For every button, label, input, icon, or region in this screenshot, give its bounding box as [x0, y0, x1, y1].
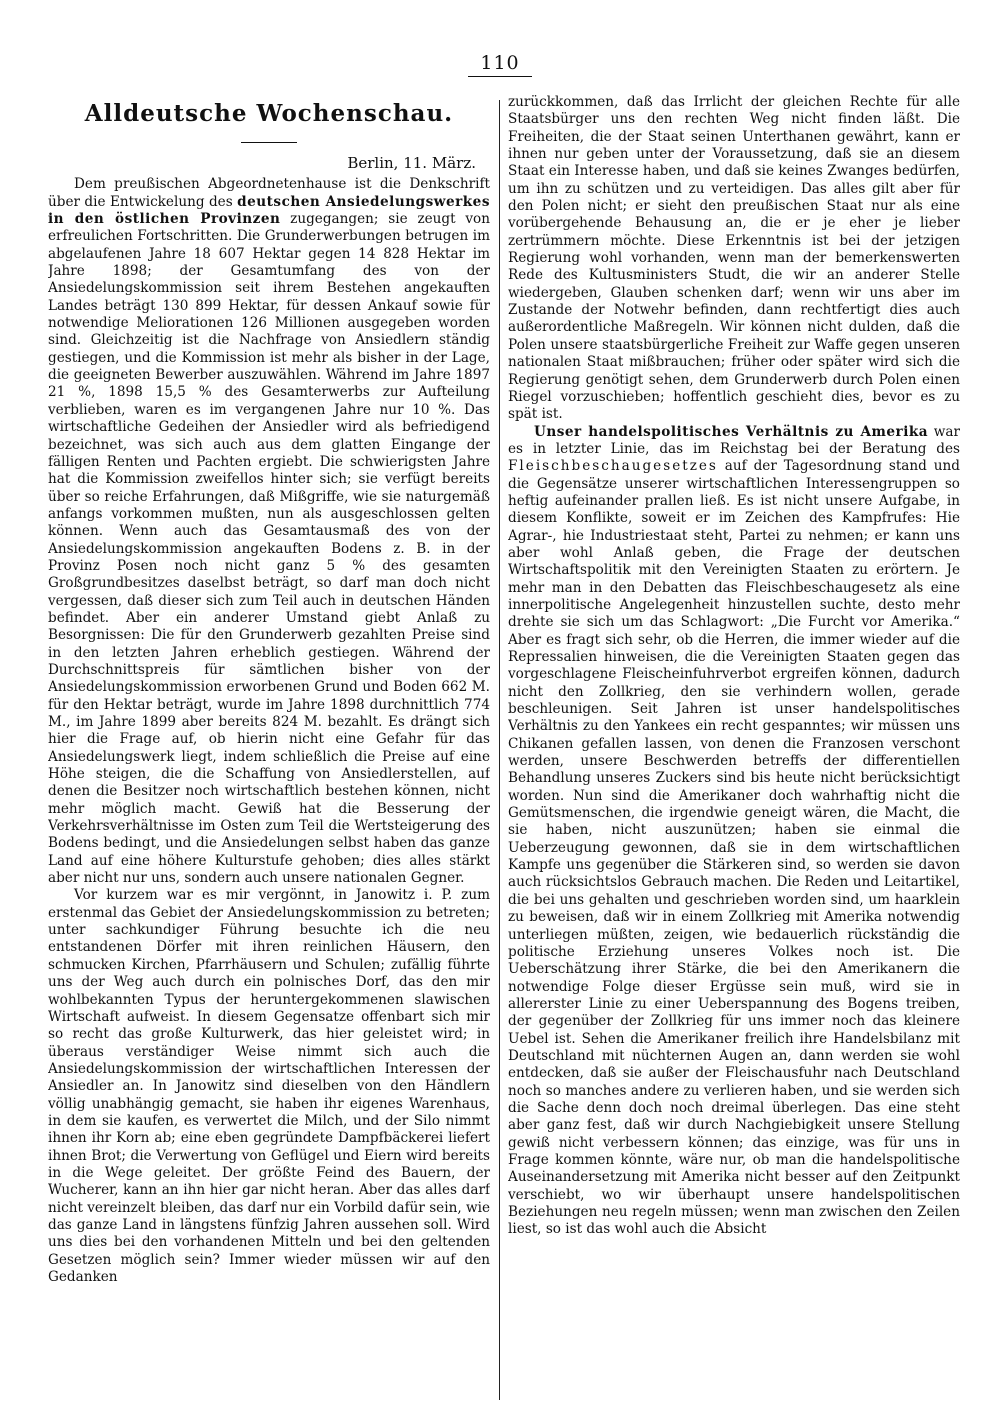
article-paragraph-continuation: zurückkommen, daß das Irrlicht der gleichen Rechte für alle Staatsbürger uns den rechten Weg nicht finden läßt. Die Freiheiten, die der Staat seinen Unterthanen gewährt, kann er ihnen nur geben unter der Voraussetzung, daß sie an diesem Staat ein Interesse haben, und daß sie keines Zwanges bedürfen, um ihn zu schützen und zu verteidigen. Das alles gilt aber für den Polen nicht; er sieht den preußischen Staat nur als eine vorübergehende Behausung an, die er je eher je lieber zertrümmern möchte. Diese Erkenntnis ist bei der jetzigen Regierung wohl vorhanden, wenn man der bemerkenswerten Rede des Kultusministers Studt, die wir an anderer Stelle wiedergeben, Glauben schenken darf; wenn wir uns aber im Zustande der Notwehr befinden, dann rechtfertigt dies auch außerordentliche Maßregeln. Wir können nicht dulden, daß die Polen unsere staatsbürgerliche Freiheit zur Waffe gegen unseren nationalen Staat mißbrauchen; früher oder später wird sich die Regierung genötigt sehen, dem Grunderwerb durch Polen einen Riegel vorzuschieben; hoffentlich geschieht dies, bevor es zu spät ist. [508, 94, 960, 423]
paragraph-text: Dem preußischen Abgeordnetenhause ist die Denkschrift über die Entwickelung des [48, 176, 490, 210]
bold-topic: deutschen Ansiedelungswerkes in den östlichen Provinzen [48, 193, 490, 228]
paragraph-text: auf der Tagesordnung stand und die Gegensätze unserer wirtschaftlichen Interessengruppen so heftig aufeinander prallen ließ. Es ist nicht unsere Aufgabe, in diesem Konflikte, soweit er im Zeichen des Kampfrufes: Hie Agrar-, hie Industriestaat steht, Partei zu nehmen; er kann uns aber wohl Anlaß geben, die Frage der deutschen Wirtschaftspolitik mit den Vereinigten Staaten zu erörtern. Je mehr man in den Debatten das Fleischbeschaugesetz als eine innerpolitische Angelegenheit hinzustellen suchte, desto mehr drehte sie sich um das Schlagwort: „Die Furcht vor Amerika.“ Aber es fragt sich sehr, ob die Herren, die immer wieder auf die Repressalien hinweisen, die die Vereinigten Staaten gegen das vorgeschlagene Fleischeinfuhrverbot ergreifen können, dadurch nicht den Zollkrieg, den sie verhindern wollen, gerade beschleunigen. Seit Jahren ist unser handelspolitisches Verhältnis zu den Yankees ein recht gespanntes; wir müssen uns Chikanen gefallen lassen, von denen die Franzosen verschont werden, unsere Beschwerden betreffs der differentiellen Behandlung unseres Zuckers sind bis heute nicht berücksichtigt worden. Nun sind die Amerikaner doch wahrhaftig nicht die Gemütsmenschen, die irgendwie geneigt wären, die Macht, die sie haben, nicht auszunützen; haben sie einmal die Ueberzeugung gewonnen, daß sie in dem wirtschaftlichen Kampfe uns gegenüber die Stärkeren sind, so werden sie davon auch rücksichtslos Gebrauch machen. Die Reden und Leitartikel, die bei uns gehalten und geschrieben worden sind, um haarklein zu beweisen, daß wir in einem Zollkrieg mit Amerika notwendig unterliegen müßten, zeigen, wie bedauerlich rückständig die politische Erziehung unseres Volkes noch ist. Die Ueberschätzung ihrer Stärke, die bei den Amerikanern die notwendige Folge dieser Ergüsse sein muß, wird sie in allererster Linie zu einer Ueberspannung des Bogens treiben, der gegenüber der Zollkrieg für uns immer noch das kleinere Uebel ist. Sehen die Amerikaner freilich ihre Handelsbilanz mit Deutschland mit nüchternen Augen an, dann werden sie wohl entdecken, daß sie außer der Fleischausfuhr nach Deutschland noch so manches andere zu verlieren haben, und sie werden sich die Sache denn doch noch dreimal überlegen. Das eine steht aber ganz fest, daß wir durch Nachgiebigkeit unsere Stellung gewiß nicht verbessern können; das einzige, was für uns in Frage kommen könnte, wäre nur, ob man die handelspolitische Auseinandersetzung mit Amerika nicht besser auf den Zeitpunkt verschiebt, wo wir überhaupt unsere handelspolitischen Beziehungen neu regeln müssen; wenn man zwischen den Zeilen liest, so ist das wohl auch die Absicht [508, 458, 960, 1238]
paragraph-text: war es in letzter Linie, das im Reichstag bei der Beratung des [508, 423, 960, 457]
dateline: Berlin, 11. März. [347, 154, 476, 172]
paragraph-text: zugegangen; sie zeugt von erfreulichen Fortschritten. Die Grunderwerbungen betrugen im abgelaufenen Jahre 18 607 Hektar gegen 14 828 Hektar im Jahre 1898; der Gesamtumfang des von der Ansiedelungskommission seit ihrem Bestehen angekauften Landes beträgt 130 899 Hektar, für dessen Ankauf sowie für notwendige Meliorationen 126 Millionen ausgegeben worden sind. Gleichzeitig ist die Nachfrage von Ansiedlern ständig gestiegen, und die Kommission ist mehr als bisher in der Lage, die geeigneten Bewerber auszuwählen. Während im Jahre 1897 21 %, 1898 15,5 % des Gesamterwerbs zur Aufteilung verblieben, waren es im vergangenen Jahre nur 10 %. Das wirtschaftliche Gedeihen der Ansiedler wird als befriedigend bezeichnet, was sich auch aus dem glatten Eingange der fälligen Renten und Pachten ergiebt. Die schwierigsten Jahre hat die Kommission zweifellos hinter sich; sie verfügt bereits über so reiche Erfahrungen, daß Mißgriffe, wie sie naturgemäß anfangs vorkommen mußten, nun als ausgeschlossen gelten können. Wenn auch das Gesamtausmaß des von der Ansiedelungskommission angekauften Bodens z. B. in der Provinz Posen noch nicht ganz 5 % des gesamten Großgrundbesitzes daselbst beträgt, so darf man doch nicht vergessen, daß dieser sich zum Teil auch in deutschen Händen befindet. Aber ein anderer Umstand giebt Anlaß zu Besorgnissen: Die für den Grunderwerb gezahlten Preise sind in den letzten Jahren erheblich gestiegen. Während der Durchschnittspreis für sämtlichen bisher von der Ansiedelungskommission erworbenen Grund und Boden 662 M. für den Hektar beträgt, wurde im Jahre 1898 durchnittlich 774 M., im Jahre 1899 aber bereits 824 M. bezahlt. Es drängt sich hier die Frage auf, ob hierin nicht eine Gefahr für das Ansiedelungswerk liegt, indem schließlich die Preise auf eine Höhe steigen, die die Schaffung von Ansiedlerstellen, auf denen die Besitzer noch wirtschaftlich bestehen können, nicht mehr möglich macht. Gewiß hat die Besserung der Verkehrsverhältnisse im Osten zum Teil die Wertsteigerung des Bodens bedingt, und die Ansiedelungen selbst haben das ganze Land auf eine höhere Kulturstufe gehoben; dies alles stärkt aber nicht nur uns, sondern auch unsere nationalen Gegner. [48, 211, 490, 887]
left-column [48, 94, 490, 1404]
page-number: 110 [480, 52, 520, 74]
article-paragraph-settlement [48, 176, 490, 887]
spaced-term: Fleischbeschaugesetzes [508, 458, 718, 475]
section-title: Alldeutsche Wochenschau. [84, 100, 454, 127]
title-rule [241, 142, 297, 143]
column-divider [499, 100, 500, 1400]
bold-topic: Unser handelspolitisches Verhältnis zu Amerika [534, 423, 929, 440]
article-paragraph-janowitz: Vor kurzem war es mir vergönnt, in Janowitz i. P. zum erstenmal das Gebiet der Ansiedelungskommission zu betreten; unter sachkundiger Führung besuchte ich die neu entstandenen Dörfer mit ihren reinlichen Häusern, den schmucken Kirchen, Pfarrhäusern und Schulen; zufällig führte uns der Weg auch durch ein polnisches Dorf, das den mir wohlbekannten Typus der heruntergekommenen slawischen Wirtschaft aufweist. In diesem Gegensatze offenbart sich mir so recht das große Kulturwerk, das hier geleistet wird; in überaus verständiger Weise nimmt sich auch die Ansiedelungskommission der wirtschaftlichen Interessen der Ansiedler an. In Janowitz sind dieselben von den Händlern völlig unabhängig gemacht, sie haben ihr eigenes Warenhaus, in dem sie kaufen, es verwertet die Milch, und der Silo nimmt ihnen ihr Korn ab; eine eben gegründete Dampfbäckerei liefert ihnen Brot; die Verwertung von Geflügel und Eiern wird bereits in die Wege geleitet. Der größte Feind des Bauern, der Wucherer, kann an ihn hier gar nicht heran. Aber das alles darf nicht vereinzelt bleiben, das darf nur ein Vorbild dafür sein, wie das ganze Land in längstens fünfzig Jahren aussehen soll. Wird uns dies bei den vorhandenen Mitteln und bei den geltenden Gesetzen möglich sein? Immer wieder müssen wir auf den Gedanken [48, 887, 490, 1285]
right-column [508, 94, 960, 1404]
article-paragraph-america [508, 424, 960, 1239]
page-number-rule [468, 76, 532, 77]
